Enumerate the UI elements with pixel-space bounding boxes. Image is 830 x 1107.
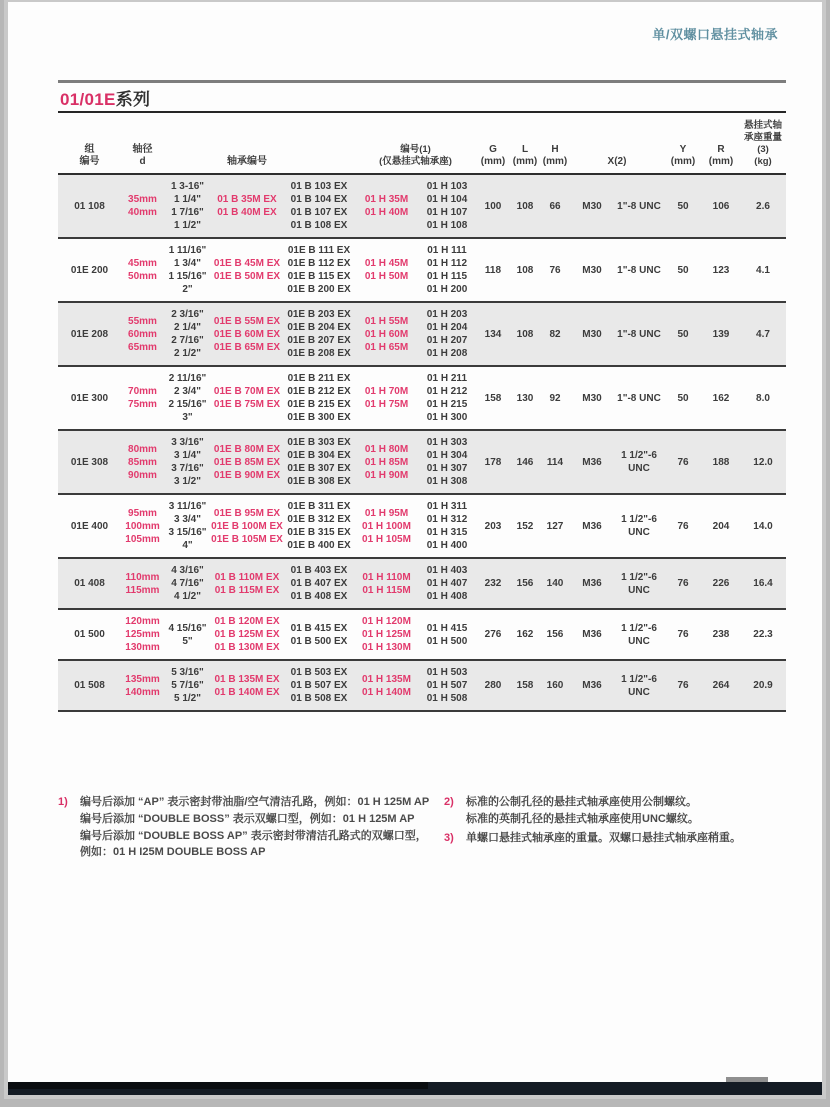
cell-y: 76 bbox=[677, 520, 689, 532]
cell-housing-imperial: 01 H 111 01 H 112 01 H 115 01 H 200 bbox=[426, 245, 468, 295]
footnote-1-number: 1) bbox=[58, 796, 68, 808]
cell-x-unc: 1"-8 UNC bbox=[617, 328, 661, 340]
cell-diameter-imperial: 4 3/16" 4 7/16" 4 1/2" bbox=[171, 565, 204, 602]
cell-bearing-imperial: 01E B 303 EX 01E B 304 EX 01E B 307 EX 01E B 308 EX bbox=[287, 437, 351, 487]
cell-weight: 2.6 bbox=[756, 200, 770, 212]
cell-x-metric: M30 bbox=[582, 328, 602, 340]
header-shaft-diameter: 轴径 d bbox=[132, 144, 153, 167]
cell-housing-metric: 01 H 70M 01 H 75M bbox=[364, 386, 409, 410]
cell-weight: 4.1 bbox=[756, 264, 770, 276]
cell-x-metric: M36 bbox=[582, 629, 602, 640]
cell-housing-metric: 01 H 45M 01 H 50M bbox=[364, 258, 409, 282]
table-row bbox=[58, 610, 786, 661]
bearing-table bbox=[58, 114, 786, 712]
footnote-paragraph: 编号后添加 “DOUBLE BOSS AP” 表示密封带清洁孔路式的双螺口型，例如：01 H I25M DOUBLE BOSS AP bbox=[80, 830, 427, 858]
cell-x-unc: 1"-8 UNC bbox=[617, 392, 661, 404]
cell-l: 146 bbox=[516, 456, 534, 468]
cell-diameter-metric: 55mm 60mm 65mm bbox=[128, 315, 157, 353]
footnote-3-text bbox=[466, 830, 788, 847]
cell-g: 276 bbox=[484, 629, 502, 640]
cell-g: 280 bbox=[484, 680, 502, 691]
footnote-2-text bbox=[466, 794, 788, 828]
cell-g: 178 bbox=[484, 456, 502, 468]
footnote-3-number: 3) bbox=[444, 832, 454, 844]
cell-housing-metric: 01 H 80M 01 H 85M 01 H 90M bbox=[364, 443, 409, 481]
cell-x-metric: M36 bbox=[582, 520, 602, 532]
cell-x-unc: 1 1/2"-6 UNC bbox=[621, 622, 657, 647]
cell-bearing-metric: 01E B 95M EX 01E B 100M EX 01E B 105M EX bbox=[211, 507, 283, 545]
cell-housing-imperial: 01 H 211 01 H 212 01 H 215 01 H 300 bbox=[426, 373, 468, 423]
footnote-2-number: 2) bbox=[444, 796, 454, 808]
cell-l: 162 bbox=[516, 629, 534, 640]
header-bearing-number: 轴承编号 bbox=[227, 156, 267, 167]
table-row bbox=[58, 175, 786, 239]
cell-weight: 20.9 bbox=[753, 680, 773, 691]
catalog-page bbox=[4, 0, 826, 1099]
cell-l: 108 bbox=[516, 200, 534, 212]
cell-housing-metric: 01 H 55M 01 H 60M 01 H 65M bbox=[364, 315, 409, 353]
table-row bbox=[58, 661, 786, 712]
cell-diameter-metric: 95mm 100mm 105mm bbox=[125, 507, 160, 545]
cell-x-unc: 1 1/2"-6 UNC bbox=[621, 450, 657, 474]
cell-g: 203 bbox=[484, 520, 502, 532]
cell-group: 01E 208 bbox=[70, 328, 109, 340]
cell-housing-imperial: 01 H 203 01 H 204 01 H 207 01 H 208 bbox=[426, 309, 468, 359]
table-body bbox=[58, 175, 786, 712]
cell-y: 50 bbox=[677, 264, 689, 276]
cell-y: 76 bbox=[677, 578, 689, 589]
cell-l: 158 bbox=[516, 680, 534, 691]
series-title-code: 01/01E bbox=[60, 90, 116, 109]
cell-diameter-metric: 110mm 115mm bbox=[125, 571, 160, 596]
cell-group: 01 408 bbox=[74, 578, 105, 589]
cell-housing-metric: 01 H 120M 01 H 125M 01 H 130M bbox=[362, 616, 411, 653]
footnote-1-text bbox=[80, 794, 430, 861]
footnote-paragraph: 编号后添加 “AP” 表示密封带油脂/空气清洁孔路，例如：01 H 125M AP bbox=[80, 796, 430, 808]
cell-bearing-metric: 01 B 135M EX 01 B 140M EX bbox=[214, 673, 280, 698]
cell-diameter-metric: 35mm 40mm bbox=[128, 194, 157, 218]
cell-x-unc: 1"-8 UNC bbox=[617, 200, 661, 212]
table-row bbox=[58, 303, 786, 367]
cell-r: 264 bbox=[712, 680, 730, 691]
cell-g: 232 bbox=[484, 578, 502, 589]
table-row bbox=[58, 431, 786, 495]
cell-diameter-imperial: 5 3/16" 5 7/16" 5 1/2" bbox=[171, 667, 204, 704]
cell-diameter-imperial: 4 15/16" 5" bbox=[168, 622, 207, 647]
cell-x-metric: M30 bbox=[582, 392, 602, 404]
cell-group: 01 508 bbox=[74, 680, 105, 691]
cell-x-unc: 1 1/2"-6 UNC bbox=[621, 571, 657, 596]
cell-weight: 16.4 bbox=[753, 578, 773, 589]
cell-bearing-imperial: 01 B 403 EX 01 B 407 EX 01 B 408 EX bbox=[290, 565, 348, 602]
cell-weight: 14.0 bbox=[753, 520, 773, 532]
cell-h: 127 bbox=[546, 520, 564, 532]
header-h: H (mm) bbox=[542, 144, 568, 167]
cell-group: 01E 308 bbox=[70, 456, 109, 468]
cell-diameter-imperial: 3 3/16" 3 1/4" 3 7/16" 3 1/2" bbox=[171, 437, 204, 487]
cell-diameter-imperial: 1 11/16" 1 3/4" 1 15/16" 2" bbox=[168, 245, 207, 295]
table-row bbox=[58, 559, 786, 610]
cell-housing-imperial: 01 H 311 01 H 312 01 H 315 01 H 400 bbox=[426, 501, 468, 551]
table-row bbox=[58, 239, 786, 303]
cell-diameter-imperial: 2 3/16" 2 1/4" 2 7/16" 2 1/2" bbox=[171, 309, 204, 359]
cell-y: 50 bbox=[677, 392, 689, 404]
cell-r: 204 bbox=[712, 520, 730, 532]
cell-x-unc: 1 1/2"-6 UNC bbox=[621, 673, 657, 698]
header-housing-number: 编号(1) (仅悬挂式轴承座) bbox=[379, 144, 452, 167]
table-row bbox=[58, 495, 786, 559]
cell-y: 50 bbox=[677, 200, 689, 212]
cell-l: 108 bbox=[516, 328, 534, 340]
cell-group: 01E 300 bbox=[70, 392, 109, 404]
footnote-1 bbox=[58, 794, 430, 861]
cell-r: 188 bbox=[712, 456, 730, 468]
cell-diameter-metric: 80mm 85mm 90mm bbox=[128, 443, 157, 481]
cell-bearing-metric: 01E B 55M EX 01E B 60M EX 01E B 65M EX bbox=[213, 315, 281, 353]
cell-group: 01E 400 bbox=[70, 520, 109, 532]
table-header-row bbox=[58, 114, 786, 175]
cell-g: 118 bbox=[484, 264, 502, 276]
cell-bearing-imperial: 01E B 203 EX 01E B 204 EX 01E B 207 EX 01E B 208 EX bbox=[287, 309, 351, 359]
cell-x-metric: M30 bbox=[582, 200, 602, 212]
cell-r: 106 bbox=[712, 200, 730, 212]
header-housing-weight: 悬挂式轴 承座重量(3) (kg) bbox=[743, 120, 782, 167]
cell-r: 139 bbox=[712, 328, 730, 340]
series-title-suffix: 系列 bbox=[115, 90, 151, 109]
cell-h: 160 bbox=[546, 680, 564, 691]
cell-weight: 12.0 bbox=[753, 456, 773, 468]
cell-h: 66 bbox=[549, 200, 561, 212]
cell-g: 134 bbox=[484, 328, 502, 340]
cell-diameter-imperial: 3 11/16" 3 3/4" 3 15/16" 4" bbox=[168, 501, 207, 551]
cell-x-unc: 1 1/2"-6 UNC bbox=[621, 514, 657, 538]
cell-diameter-metric: 135mm 140mm bbox=[125, 673, 160, 698]
cell-bearing-imperial: 01 B 103 EX 01 B 104 EX 01 B 107 EX 01 B 108 EX bbox=[290, 181, 348, 231]
header-r: R (mm) bbox=[708, 144, 734, 167]
cell-bearing-metric: 01E B 70M EX 01E B 75M EX bbox=[213, 386, 281, 410]
cell-bearing-imperial: 01E B 111 EX 01E B 112 EX 01E B 115 EX 01E B 200 EX bbox=[287, 245, 351, 295]
header-y: Y (mm) bbox=[670, 144, 696, 167]
cell-housing-metric: 01 H 35M 01 H 40M bbox=[364, 194, 409, 218]
cell-bearing-metric: 01 B 120M EX 01 B 125M EX 01 B 130M EX bbox=[214, 616, 280, 653]
cell-group: 01 500 bbox=[74, 629, 105, 640]
cell-weight: 22.3 bbox=[753, 629, 773, 640]
cell-g: 100 bbox=[484, 200, 502, 212]
cell-diameter-imperial: 1 3-16" 1 1/4" 1 7/16" 1 1/2" bbox=[170, 181, 205, 231]
cell-h: 156 bbox=[546, 629, 564, 640]
cell-diameter-metric: 120mm 125mm 130mm bbox=[125, 616, 160, 653]
footnote-2 bbox=[444, 794, 788, 828]
cell-housing-imperial: 01 H 103 01 H 104 01 H 107 01 H 108 bbox=[426, 181, 468, 231]
cell-diameter-imperial: 2 11/16" 2 3/4" 2 15/16" 3" bbox=[168, 373, 207, 423]
cell-h: 114 bbox=[546, 456, 564, 468]
cell-x-metric: M36 bbox=[582, 578, 602, 589]
cell-bearing-metric: 01E B 45M EX 01E B 50M EX bbox=[213, 258, 281, 282]
header-x: X(2) bbox=[607, 156, 627, 167]
footnote-3 bbox=[444, 830, 788, 847]
cell-h: 82 bbox=[549, 328, 561, 340]
footnote-paragraph: 标准的公制孔径的悬挂式轴承座使用公制螺纹。 bbox=[466, 796, 697, 808]
cell-bearing-imperial: 01E B 311 EX 01E B 312 EX 01E B 315 EX 01E B 400 EX bbox=[287, 501, 351, 551]
cell-bearing-metric: 01 B 110M EX 01 B 115M EX bbox=[214, 571, 280, 596]
footnote-column-right bbox=[444, 794, 788, 863]
table-row bbox=[58, 367, 786, 431]
header-l: L (mm) bbox=[512, 144, 538, 167]
cell-r: 123 bbox=[712, 264, 730, 276]
cell-bearing-metric: 01E B 80M EX 01E B 85M EX 01E B 90M EX bbox=[213, 443, 281, 481]
cell-diameter-metric: 45mm 50mm bbox=[128, 258, 157, 282]
cell-l: 108 bbox=[516, 264, 534, 276]
page-bottom-bar bbox=[8, 1082, 822, 1095]
cell-housing-imperial: 01 H 503 01 H 507 01 H 508 bbox=[426, 667, 468, 704]
cell-housing-metric: 01 H 110M 01 H 115M bbox=[362, 571, 411, 596]
cell-h: 76 bbox=[549, 264, 561, 276]
cell-l: 152 bbox=[516, 520, 534, 532]
cell-x-metric: M36 bbox=[582, 456, 602, 468]
cell-y: 76 bbox=[677, 680, 689, 691]
cell-housing-imperial: 01 H 415 01 H 500 bbox=[426, 622, 468, 647]
cell-housing-imperial: 01 H 403 01 H 407 01 H 408 bbox=[426, 565, 468, 602]
cell-x-unc: 1"-8 UNC bbox=[617, 264, 661, 276]
cell-weight: 4.7 bbox=[756, 328, 770, 340]
cell-bearing-imperial: 01 B 503 EX 01 B 507 EX 01 B 508 EX bbox=[290, 667, 348, 704]
cell-group: 01E 200 bbox=[70, 264, 109, 276]
cell-g: 158 bbox=[484, 392, 502, 404]
cell-group: 01 108 bbox=[74, 200, 105, 212]
series-title bbox=[58, 83, 786, 111]
cell-x-metric: M30 bbox=[582, 264, 602, 276]
footnote-paragraph: 标准的英制孔径的悬挂式轴承座使用UNC螺纹。 bbox=[466, 813, 699, 825]
cell-bearing-imperial: 01 B 415 EX 01 B 500 EX bbox=[290, 622, 348, 647]
series-title-block bbox=[58, 80, 786, 113]
cell-housing-metric: 01 H 95M 01 H 100M 01 H 105M bbox=[362, 507, 411, 545]
cell-r: 238 bbox=[712, 629, 730, 640]
cell-l: 130 bbox=[516, 392, 534, 404]
cell-housing-metric: 01 H 135M 01 H 140M bbox=[362, 673, 411, 698]
cell-x-metric: M36 bbox=[582, 680, 602, 691]
cell-weight: 8.0 bbox=[756, 392, 770, 404]
cell-housing-imperial: 01 H 303 01 H 304 01 H 307 01 H 308 bbox=[426, 437, 468, 487]
footnotes bbox=[58, 794, 788, 863]
cell-bearing-metric: 01 B 35M EX 01 B 40M EX bbox=[217, 194, 277, 218]
cell-bearing-imperial: 01E B 211 EX 01E B 212 EX 01E B 215 EX 01E B 300 EX bbox=[287, 373, 351, 423]
cell-y: 50 bbox=[677, 328, 689, 340]
footnote-column-left bbox=[58, 794, 430, 863]
header-group: 组 编号 bbox=[79, 144, 100, 167]
cell-diameter-metric: 70mm 75mm bbox=[128, 386, 157, 410]
title-rule-bottom bbox=[58, 111, 786, 113]
cell-y: 76 bbox=[677, 629, 689, 640]
header-g: G (mm) bbox=[480, 144, 506, 167]
page-corner-label: 单/双螺口悬挂式轴承 bbox=[652, 27, 778, 42]
footnote-paragraph: 编号后添加 “DOUBLE BOSS” 表示双螺口型，例如：01 H 125M AP bbox=[80, 813, 415, 825]
cell-h: 92 bbox=[549, 392, 561, 404]
cell-r: 226 bbox=[712, 578, 730, 589]
cell-r: 162 bbox=[712, 392, 730, 404]
cell-l: 156 bbox=[516, 578, 534, 589]
cell-h: 140 bbox=[546, 578, 564, 589]
footnote-paragraph: 单螺口悬挂式轴承座的重量。双螺口悬挂式轴承座稍重。 bbox=[466, 832, 741, 844]
cell-y: 76 bbox=[677, 456, 689, 468]
